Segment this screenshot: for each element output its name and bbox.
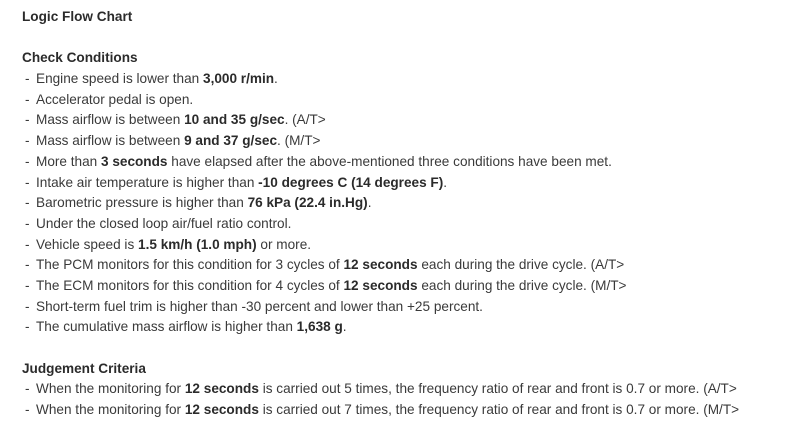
item-text: Barometric pressure is higher than: [36, 195, 248, 211]
emphasized-value: 1,638 g: [296, 319, 343, 335]
emphasized-value: 12 seconds: [343, 257, 418, 273]
emphasized-value: 10 and 35 g/sec: [184, 112, 285, 128]
emphasized-value: 12 seconds: [343, 277, 418, 293]
item-text: Vehicle speed is: [36, 236, 139, 252]
check-conditions-list: [22, 69, 805, 338]
list-item: [22, 131, 805, 152]
item-text: .: [367, 195, 372, 211]
emphasized-value: 1.5 km/h (1.0 mph): [138, 236, 257, 252]
judgement-criteria-list: [22, 379, 805, 420]
emphasized-value: 3,000 r/min: [203, 71, 275, 87]
item-text: More than: [36, 153, 101, 169]
bullet-dash: -: [25, 319, 30, 335]
item-text: .: [274, 71, 278, 87]
list-item: [22, 317, 805, 338]
list-item: [22, 255, 805, 276]
bullet-dash: -: [25, 195, 30, 211]
bullet-dash: -: [25, 91, 30, 107]
item-text: When the monitoring for: [36, 381, 185, 397]
list-item: [22, 379, 805, 400]
bullet-dash: -: [25, 174, 30, 190]
bullet-dash: -: [25, 277, 30, 293]
item-text: The PCM monitors for this condition for 3 cycles of: [36, 257, 344, 273]
item-text: Mass airflow is between: [36, 112, 185, 128]
item-text: . (A/T>: [284, 112, 326, 128]
item-text: Under the closed loop air/fuel ratio control.: [36, 215, 292, 231]
bullet-dash: -: [25, 298, 30, 314]
item-text: Mass airflow is between: [36, 133, 185, 149]
item-text: . (M/T>: [277, 133, 321, 149]
item-text: .: [342, 319, 347, 335]
list-item: [22, 173, 805, 194]
emphasized-value: 9 and 37 g/sec: [184, 133, 278, 149]
list-item: [22, 276, 805, 297]
item-text: Short-term fuel trim is higher than -30 percent and lower than +25 percent.: [36, 298, 483, 314]
item-text: each during the drive cycle. (M/T>: [417, 277, 627, 293]
item-text: or more.: [256, 236, 312, 252]
check-conditions-heading: Check Conditions: [22, 50, 138, 66]
bullet-dash: -: [25, 112, 30, 128]
item-text: .: [443, 174, 448, 190]
bullet-dash: -: [25, 381, 30, 397]
emphasized-value: 3 seconds: [100, 153, 168, 169]
emphasized-value: 12 seconds: [184, 402, 259, 418]
list-item: [22, 214, 805, 235]
bullet-dash: -: [25, 257, 30, 273]
list-item: [22, 235, 805, 256]
bullet-dash: -: [25, 133, 30, 149]
bullet-dash: -: [25, 215, 30, 231]
item-text: Accelerator pedal is open.: [36, 91, 194, 107]
item-text: When the monitoring for: [36, 402, 185, 418]
item-text: is carried out 5 times, the frequency ratio of rear and front is 0.7 or more. (A/T>: [258, 381, 737, 397]
judgement-criteria-heading: Judgement Criteria: [22, 360, 146, 376]
list-item: [22, 400, 805, 421]
list-item: [22, 297, 805, 318]
list-item: [22, 69, 805, 90]
page-title: Logic Flow Chart: [22, 9, 133, 24]
item-text: Intake air temperature is higher than: [36, 174, 259, 190]
item-text: each during the drive cycle. (A/T>: [417, 257, 625, 273]
bullet-dash: -: [25, 402, 30, 418]
item-text: The cumulative mass airflow is higher than: [36, 319, 297, 335]
emphasized-value: 76 kPa (22.4 in.Hg): [247, 195, 368, 211]
list-item: [22, 90, 805, 111]
list-item: [22, 193, 805, 214]
emphasized-value: -10 degrees C (14 degrees F): [258, 174, 444, 190]
bullet-dash: -: [25, 153, 30, 169]
bullet-dash: -: [25, 71, 30, 87]
list-item: [22, 152, 805, 173]
item-text: The ECM monitors for this condition for 4 cycles of: [36, 277, 344, 293]
item-text: is carried out 7 times, the frequency ratio of rear and front is 0.7 or more. (M/T>: [258, 402, 740, 418]
emphasized-value: 12 seconds: [184, 381, 259, 397]
bullet-dash: -: [25, 236, 30, 252]
item-text: have elapsed after the above-mentioned three conditions have been met.: [167, 153, 612, 169]
item-text: Engine speed is lower than: [36, 71, 204, 87]
list-item: [22, 110, 805, 131]
